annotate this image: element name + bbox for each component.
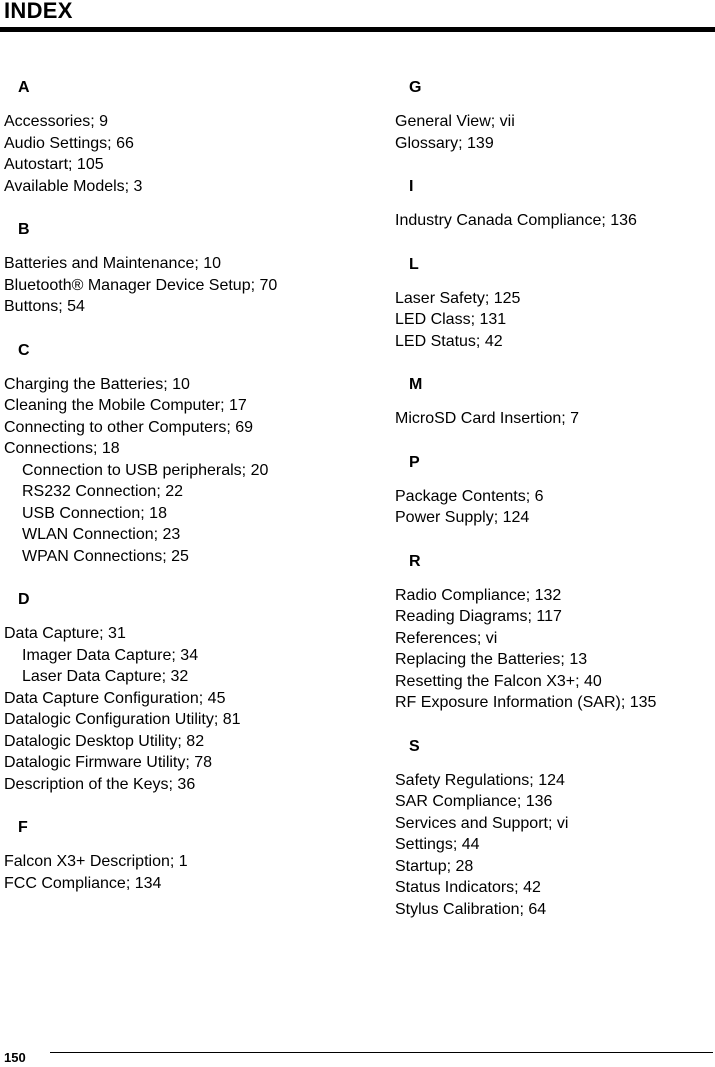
index-entry: Data Capture; 31 [4,625,126,642]
index-subentry: USB Connection; 18 [22,504,167,522]
page-title: INDEX [4,0,73,23]
index-subentry: WPAN Connections; 25 [22,547,189,565]
section-letter: A [18,79,30,96]
index-entry: Radio Compliance; 132 [395,586,562,604]
index-section-i [395,177,713,232]
index-entry: Buttons; 54 [4,298,85,315]
section-letter: P [409,453,420,471]
index-entry: Safety Regulations; 124 [395,771,565,789]
index-entry: Resetting the Falcon X3+; 40 [395,672,602,690]
index-entry: Startup; 28 [395,857,474,875]
index-entry: Glossary; 139 [395,134,494,152]
index-section-m [395,375,713,430]
index-entry: Cleaning the Mobile Computer; 17 [4,397,247,414]
index-entry: Reading Diagrams; 117 [395,608,562,625]
index-section-d [4,590,354,795]
index-section-p [395,453,713,529]
index-subentry: WLAN Connection; 23 [22,526,181,543]
footer-rule [50,1052,713,1053]
index-entry: Connections; 18 [4,440,120,457]
index-entry: Power Supply; 124 [395,509,530,526]
index-section-f [4,818,354,894]
index-entry: Datalogic Desktop Utility; 82 [4,732,205,750]
index-section-c [4,341,354,568]
index-entry: Falcon X3+ Description; 1 [4,853,188,870]
index-section-g [395,78,713,154]
section-letter: F [18,819,28,836]
section-letter: B [18,221,30,238]
index-entry: References; vi [395,629,498,647]
index-subentry: Imager Data Capture; 34 [22,646,199,664]
section-letter: C [18,341,30,359]
index-entry: Data Capture Configuration; 45 [4,689,226,707]
index-entry: Charging the Batteries; 10 [4,375,190,393]
index-entry: Stylus Calibration; 64 [395,900,547,918]
page-number: 150 [4,1050,26,1065]
section-letter: L [409,255,419,273]
index-section-a [4,78,354,197]
index-entry: SAR Compliance; 136 [395,793,553,810]
index-entry: General View; vii [395,113,515,130]
index-section-r [395,552,713,714]
index-entry: Batteries and Maintenance; 10 [4,255,222,272]
index-entry: Datalogic Configuration Utility; 81 [4,711,241,728]
index-entry: Services and Support; vi [395,814,569,832]
index-column-left [4,78,354,917]
index-entry: Available Models; 3 [4,177,143,195]
index-entry: Status Indicators; 42 [395,879,541,896]
section-letter: I [409,178,414,195]
index-entry: Settings; 44 [395,836,480,853]
section-letter: M [409,376,423,393]
index-column-right [395,78,713,943]
index-section-b [4,220,354,318]
index-entry: Package Contents; 6 [395,487,544,505]
section-letter: S [409,737,420,755]
section-letter: D [18,591,30,608]
section-letter: R [409,552,421,570]
section-letter: G [409,79,422,96]
title-rule [0,27,715,32]
index-entry: LED Status; 42 [395,332,503,350]
index-subentry: Laser Data Capture; 32 [22,668,189,685]
index-entry: Laser Safety; 125 [395,289,521,307]
index-entry: RF Exposure Information (SAR); 135 [395,694,657,711]
index-entry: Autostart; 105 [4,156,104,173]
index-subentry: RS232 Connection; 22 [22,483,183,500]
index-section-l [395,255,713,353]
index-subentry: Connection to USB peripherals; 20 [22,461,269,479]
index-entry: Replacing the Batteries; 13 [395,651,588,668]
index-entry: LED Class; 131 [395,311,507,328]
index-entry: Datalogic Firmware Utility; 78 [4,754,213,771]
index-entry: MicroSD Card Insertion; 7 [395,410,580,427]
index-entry: Connecting to other Computers; 69 [4,418,254,436]
index-entry: Audio Settings; 66 [4,134,134,152]
index-entry: Accessories; 9 [4,113,109,130]
index-section-s [395,737,713,921]
index-entry: Industry Canada Compliance; 136 [395,212,637,229]
index-entry: Bluetooth® Manager Device Setup; 70 [4,276,278,294]
index-entry: Description of the Keys; 36 [4,775,196,793]
index-entry: FCC Compliance; 134 [4,874,162,892]
